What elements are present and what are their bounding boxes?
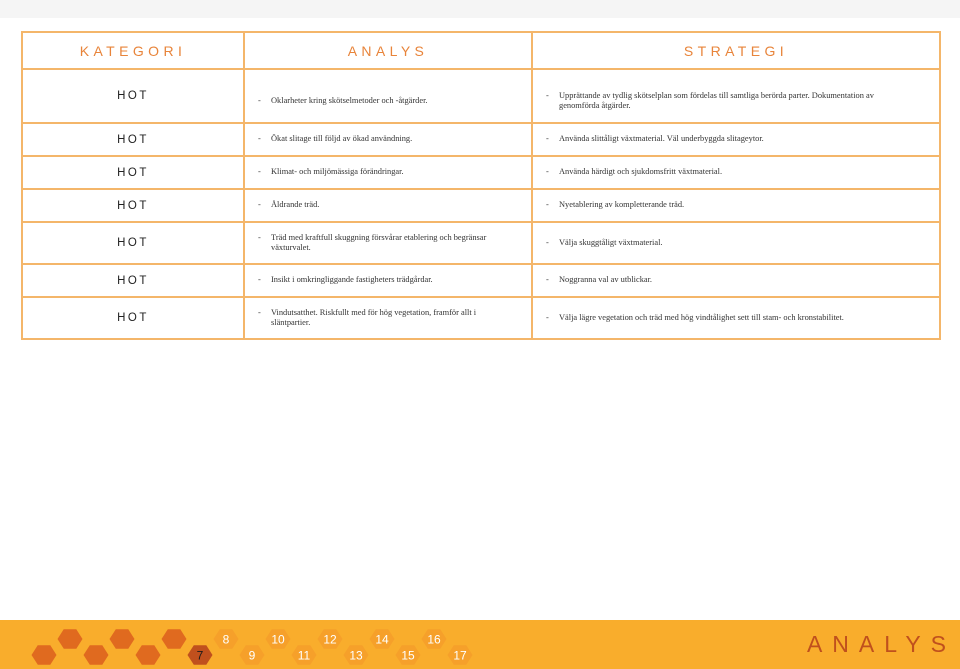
page-number-label[interactable]: 8 — [222, 632, 230, 647]
analysis-text: Vindutsatthet. Riskfullt med för hög vegetation, framför allt i släntpartier. — [271, 307, 477, 327]
bullet-dash: - — [546, 167, 549, 177]
page-number-label[interactable]: 17 — [453, 648, 467, 663]
analysis-table — [21, 31, 941, 340]
table-header-row — [22, 32, 940, 69]
bullet-dash: - — [258, 167, 261, 177]
strategy-text: Välja lägre vegetation och träd med hög vindtålighet sett till stam- och kronstabilitet. — [559, 312, 844, 322]
page-number-label[interactable]: 16 — [427, 632, 441, 647]
page-number-label[interactable]: 13 — [349, 648, 363, 663]
strategy-text: Använda slittåligt växtmaterial. Väl underbyggda slitageytor. — [559, 134, 764, 144]
bullet-dash: - — [546, 134, 549, 144]
bullet-dash: - — [258, 232, 261, 242]
analysis-text: Åldrande träd. — [271, 200, 320, 210]
analysis-cell — [244, 297, 532, 339]
page-number-label[interactable]: 12 — [323, 632, 337, 647]
top-strip — [0, 0, 960, 18]
strategy-text: Nyetablering av kompletterande träd. — [559, 200, 685, 210]
analysis-text: Klimat- och miljömässiga förändringar. — [271, 167, 404, 177]
table-row — [22, 297, 940, 339]
decorative-hexagon — [110, 629, 135, 648]
analysis-cell — [244, 264, 532, 297]
category-cell: HOT — [22, 69, 244, 123]
header-analys: ANALYS — [244, 32, 532, 69]
header-strategi: STRATEGI — [532, 32, 940, 69]
page-number-label[interactable]: 14 — [375, 632, 389, 647]
footer-bar — [0, 620, 960, 669]
footer-section-title: ANALYS — [806, 631, 956, 657]
page-number-label[interactable]: 11 — [297, 648, 311, 663]
strategy-text: Använda härdigt och sjukdomsfritt växtmaterial. — [559, 167, 723, 177]
bullet-dash: - — [546, 237, 549, 247]
strategy-cell — [532, 69, 940, 123]
bullet-dash: - — [258, 200, 261, 210]
analysis-text: Träd med kraftfull skuggning försvårar etablering och begränsar växturvalet. — [271, 232, 487, 252]
page-number-label[interactable]: 9 — [248, 648, 256, 663]
strategy-text: Upprättande av tydlig skötselplan som fördelas till samtliga berörda parter. Dokumentation av genomförda åtgärder. — [559, 90, 874, 110]
bullet-dash: - — [258, 134, 261, 144]
bullet-dash: - — [258, 307, 261, 317]
strategy-text: Välja skuggtåligt växtmaterial. — [559, 237, 663, 247]
table-row — [22, 156, 940, 189]
analysis-cell — [244, 123, 532, 156]
decorative-hexagon — [162, 629, 187, 648]
strategy-cell — [532, 264, 940, 297]
analysis-text: Ökat slitage till följd av ökad användning. — [271, 134, 413, 144]
analysis-cell — [244, 222, 532, 264]
table-row — [22, 222, 940, 264]
decorative-hexagon — [32, 645, 57, 664]
category-cell: HOT — [22, 156, 244, 189]
table-row — [22, 123, 940, 156]
decorative-hexagon — [84, 645, 109, 664]
analysis-cell — [244, 189, 532, 222]
table-row — [22, 264, 940, 297]
strategy-cell — [532, 189, 940, 222]
strategy-cell — [532, 156, 940, 189]
bullet-dash: - — [546, 312, 549, 322]
bullet-dash: - — [546, 275, 549, 285]
analysis-cell — [244, 69, 532, 123]
decorative-hexagon — [58, 629, 83, 648]
page-hexagon-navigation — [0, 620, 480, 669]
page-number-label[interactable]: 15 — [401, 648, 415, 663]
bullet-dash: - — [546, 200, 549, 210]
header-kategori: KATEGORI — [22, 32, 244, 69]
page-number-label[interactable]: 7 — [196, 648, 204, 663]
strategy-cell — [532, 222, 940, 264]
bullet-dash: - — [258, 275, 261, 285]
analysis-text: Insikt i omkringliggande fastigheters trädgårdar. — [271, 275, 433, 285]
category-cell: HOT — [22, 297, 244, 339]
analysis-text: Oklarheter kring skötselmetoder och -åtgärder. — [271, 95, 428, 105]
strategy-text: Noggranna val av utblickar. — [559, 275, 653, 285]
strategy-cell — [532, 123, 940, 156]
strategy-cell — [532, 297, 940, 339]
page-number-label[interactable]: 10 — [271, 632, 285, 647]
bullet-dash: - — [546, 90, 549, 100]
bullet-dash: - — [258, 95, 261, 105]
category-cell: HOT — [22, 222, 244, 264]
table-row — [22, 69, 940, 123]
category-cell: HOT — [22, 123, 244, 156]
category-cell: HOT — [22, 264, 244, 297]
category-cell: HOT — [22, 189, 244, 222]
analysis-cell — [244, 156, 532, 189]
table-row — [22, 189, 940, 222]
decorative-hexagon — [136, 645, 161, 664]
